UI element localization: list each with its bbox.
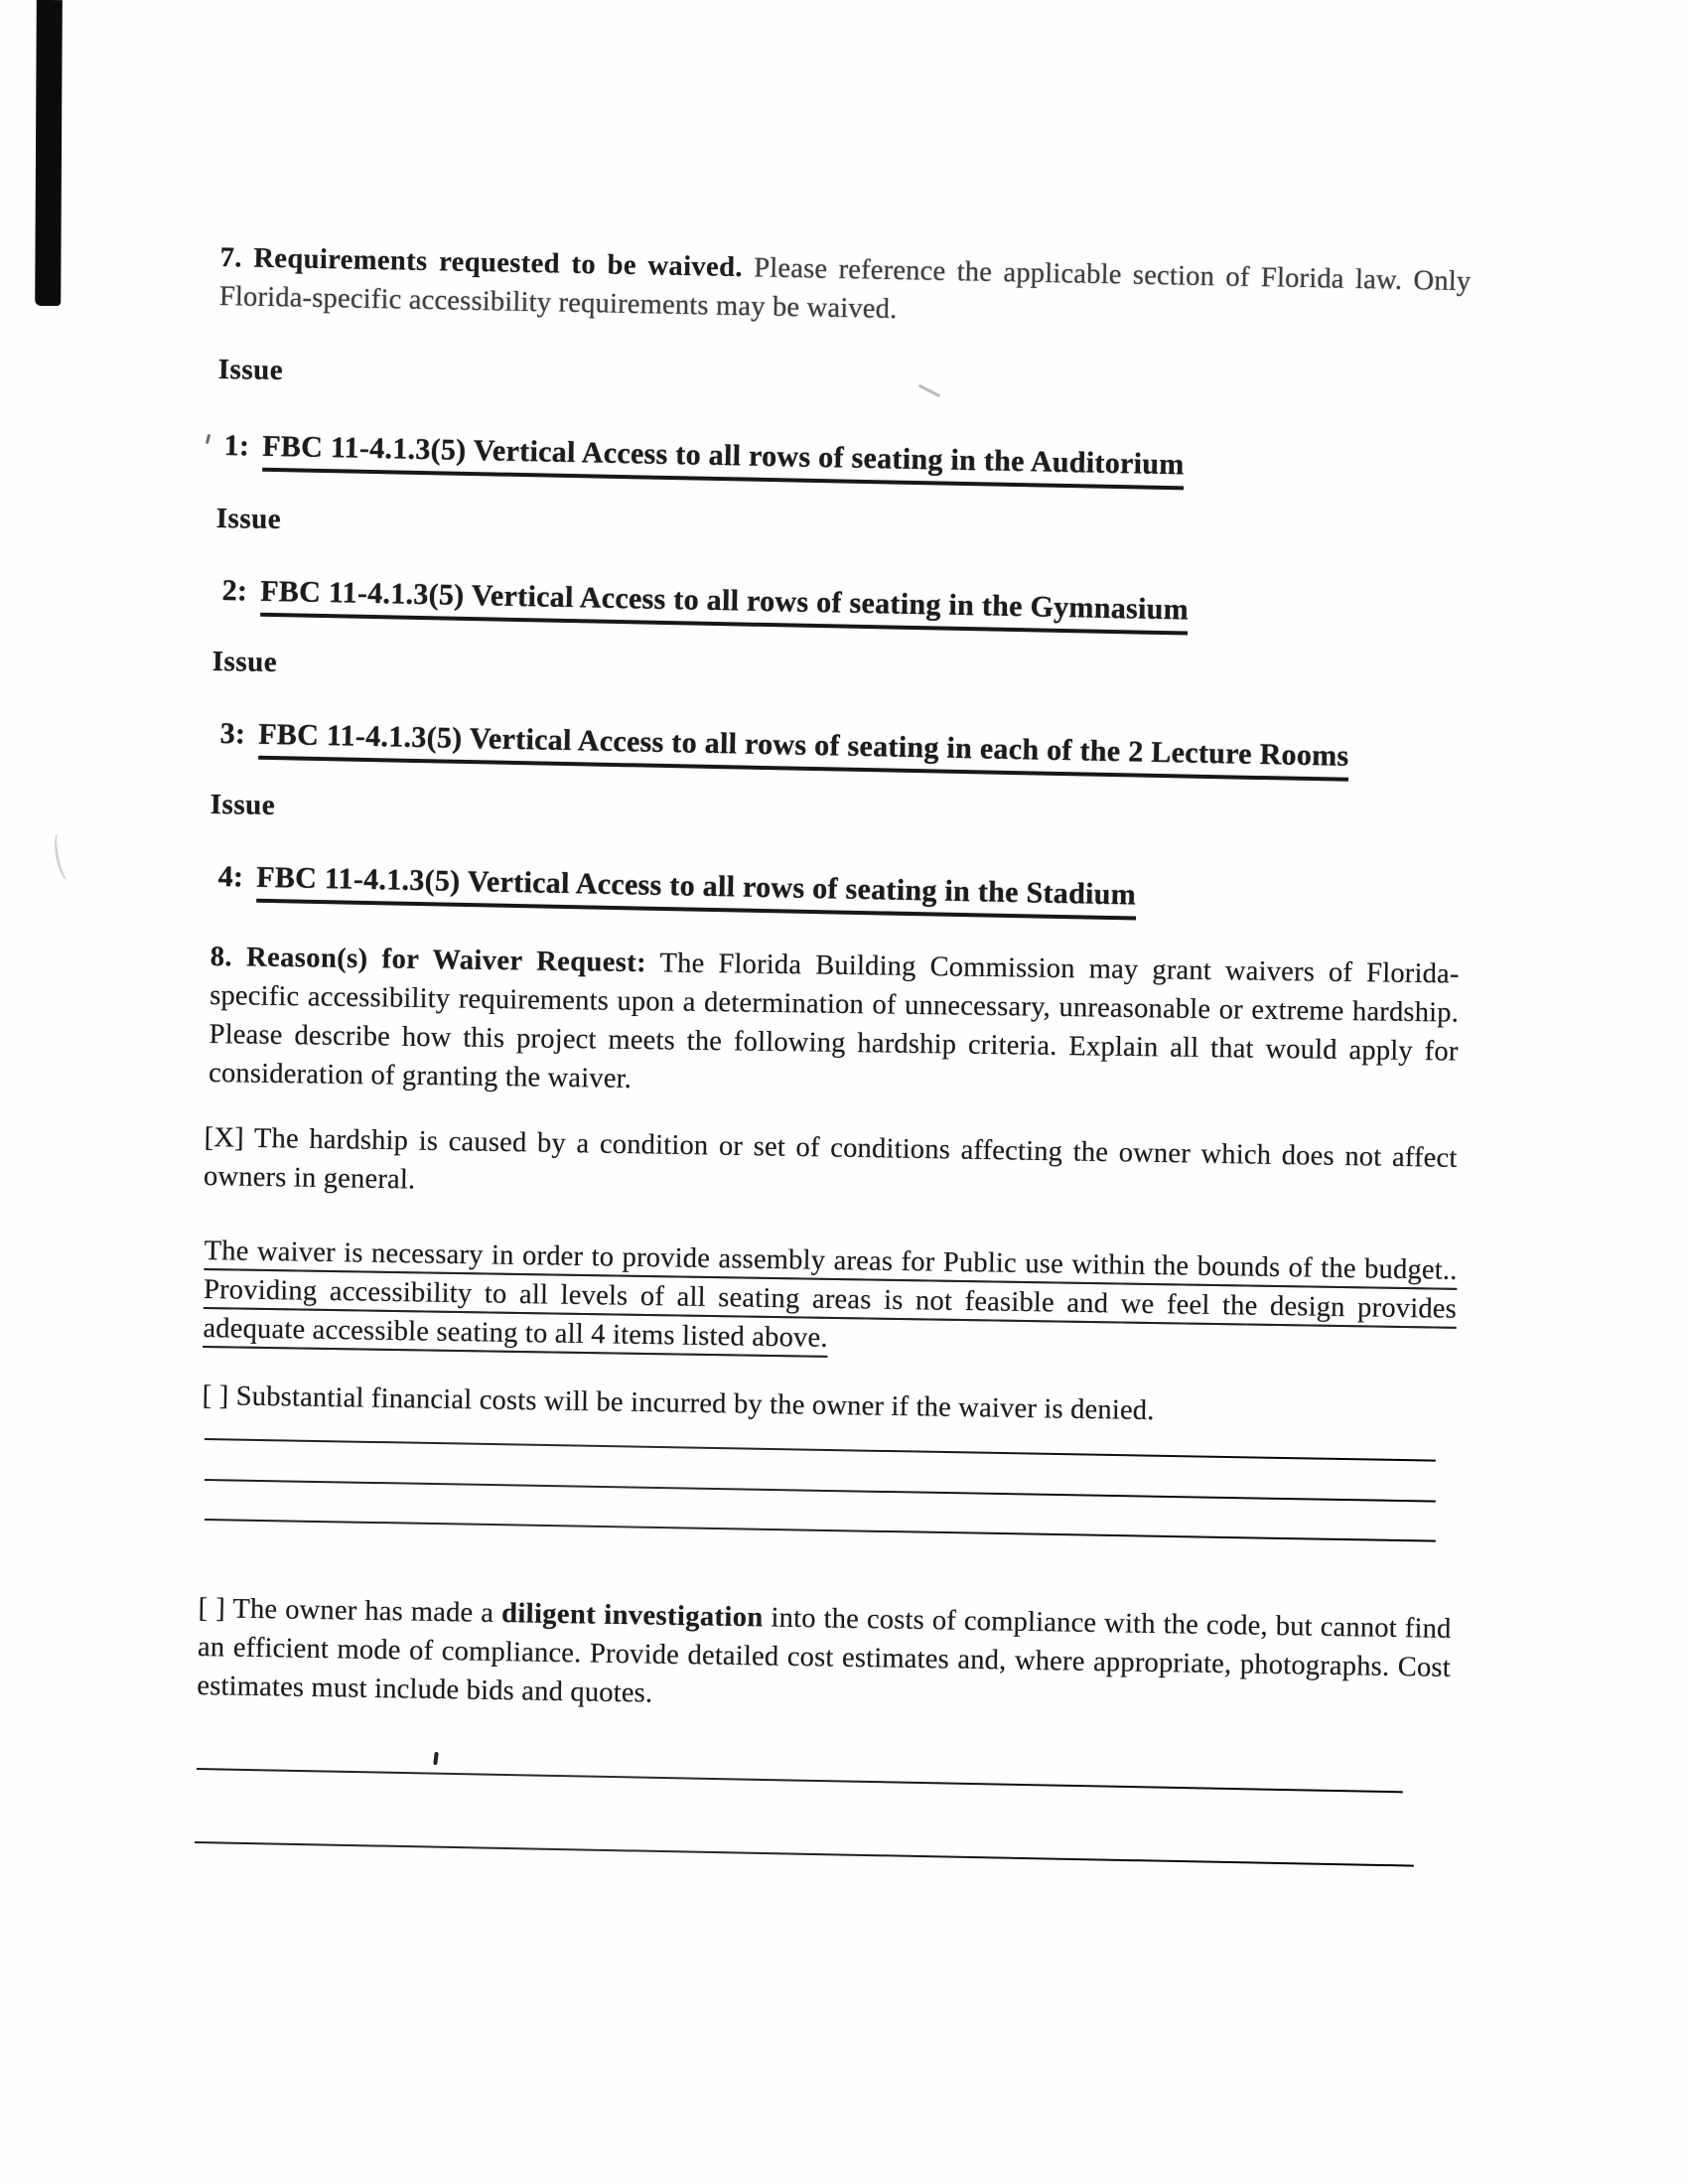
issue-label-2: Issue: [215, 503, 282, 535]
blank-answer-line-2: [205, 1479, 1436, 1503]
waiver-item-4: [217, 860, 1136, 913]
waiver-item-3: [219, 717, 1348, 774]
section-8-paragraph: [209, 938, 1460, 1110]
waiver-item-1-number: 1:: [223, 429, 250, 463]
section-7-heading: 7. Requirements requested to be waived.: [219, 241, 744, 284]
scan-artifact-bar: [35, 0, 63, 306]
issue-label-3: Issue: [211, 646, 278, 678]
scan-tick-mark: [206, 434, 211, 444]
blank-answer-line-4: [197, 1768, 1403, 1794]
waiver-item-1: [223, 429, 1185, 482]
waiver-item-4-title: FBC 11-4.1.3(5) Vertical Access to all rows of seating in the Stadium: [256, 861, 1137, 921]
blank-answer-line-5: [195, 1841, 1414, 1867]
diligent-investigation-checkbox: [197, 1589, 1452, 1726]
waiver-item-3-title: FBC 11-4.1.3(5) Vertical Access to all rows of seating in each of the 2 Lecture Rooms: [258, 718, 1349, 782]
diligent-pre-text: [ ] The owner has made a: [198, 1592, 502, 1630]
section-7-paragraph: [219, 238, 1472, 340]
waiver-item-2-number: 2:: [221, 574, 248, 608]
diligent-bold-text: diligent investigation: [500, 1598, 764, 1634]
waiver-item-2: [221, 574, 1189, 628]
financial-cost-checkbox: [ ] Substantial financial costs will be incurred by the owner if the waiver is denied.: [202, 1380, 1155, 1427]
diligent-post-text: into the costs of compliance with the code, but cannot find an efficient mode of compliance. Provide detailed cost estimates and, where appropriate, photographs. Cost estimates must include bids and quotes.: [197, 1602, 1452, 1709]
scan-dot-mark: [433, 1752, 439, 1765]
blank-answer-line-1: [205, 1438, 1436, 1462]
section-8-body: The Florida Building Commission may grant waivers of Florida-specific accessibility requirements upon a determination of unnecessary, unreasonable or extreme hardship. Please describe how this project meets the following hardship criteria. Explain all that would apply for consideration of granting the waiver.: [208, 947, 1460, 1094]
blank-answer-line-3: [205, 1519, 1436, 1542]
waiver-item-2-title: FBC 11-4.1.3(5) Vertical Access to all rows of seating in the Gymnasium: [260, 575, 1190, 636]
waiver-item-1-title: FBC 11-4.1.3(5) Vertical Access to all rows of seating in the Auditorium: [262, 430, 1185, 491]
section-7-body: Please reference the applicable section of Florida law. Only Florida-specific accessibility requirements may be waived.: [218, 252, 1472, 326]
waiver-item-4-number: 4:: [217, 860, 244, 894]
waiver-item-3-number: 3:: [219, 717, 246, 751]
issue-label-1: Issue: [217, 354, 284, 386]
issue-label-4: Issue: [210, 789, 276, 821]
scan-smudge-mark: [50, 831, 75, 881]
section-8-heading: 8. Reason(s) for Waiver Request:: [210, 941, 647, 979]
waiver-reason-answer: The waiver is necessary in order to provide assembly areas for Public use within the bounds of the budget.. Providing accessibility to all levels of all seating areas is not feasible and we feel the design provides adequate accessible seating to all 4 items listed above.: [203, 1235, 1458, 1354]
hardship-condition-checkbox: [X] The hardship is caused by a condition or set of conditions affecting the owner which does not affect owners in general.: [203, 1121, 1458, 1196]
scan-stray-mark: [918, 384, 941, 398]
